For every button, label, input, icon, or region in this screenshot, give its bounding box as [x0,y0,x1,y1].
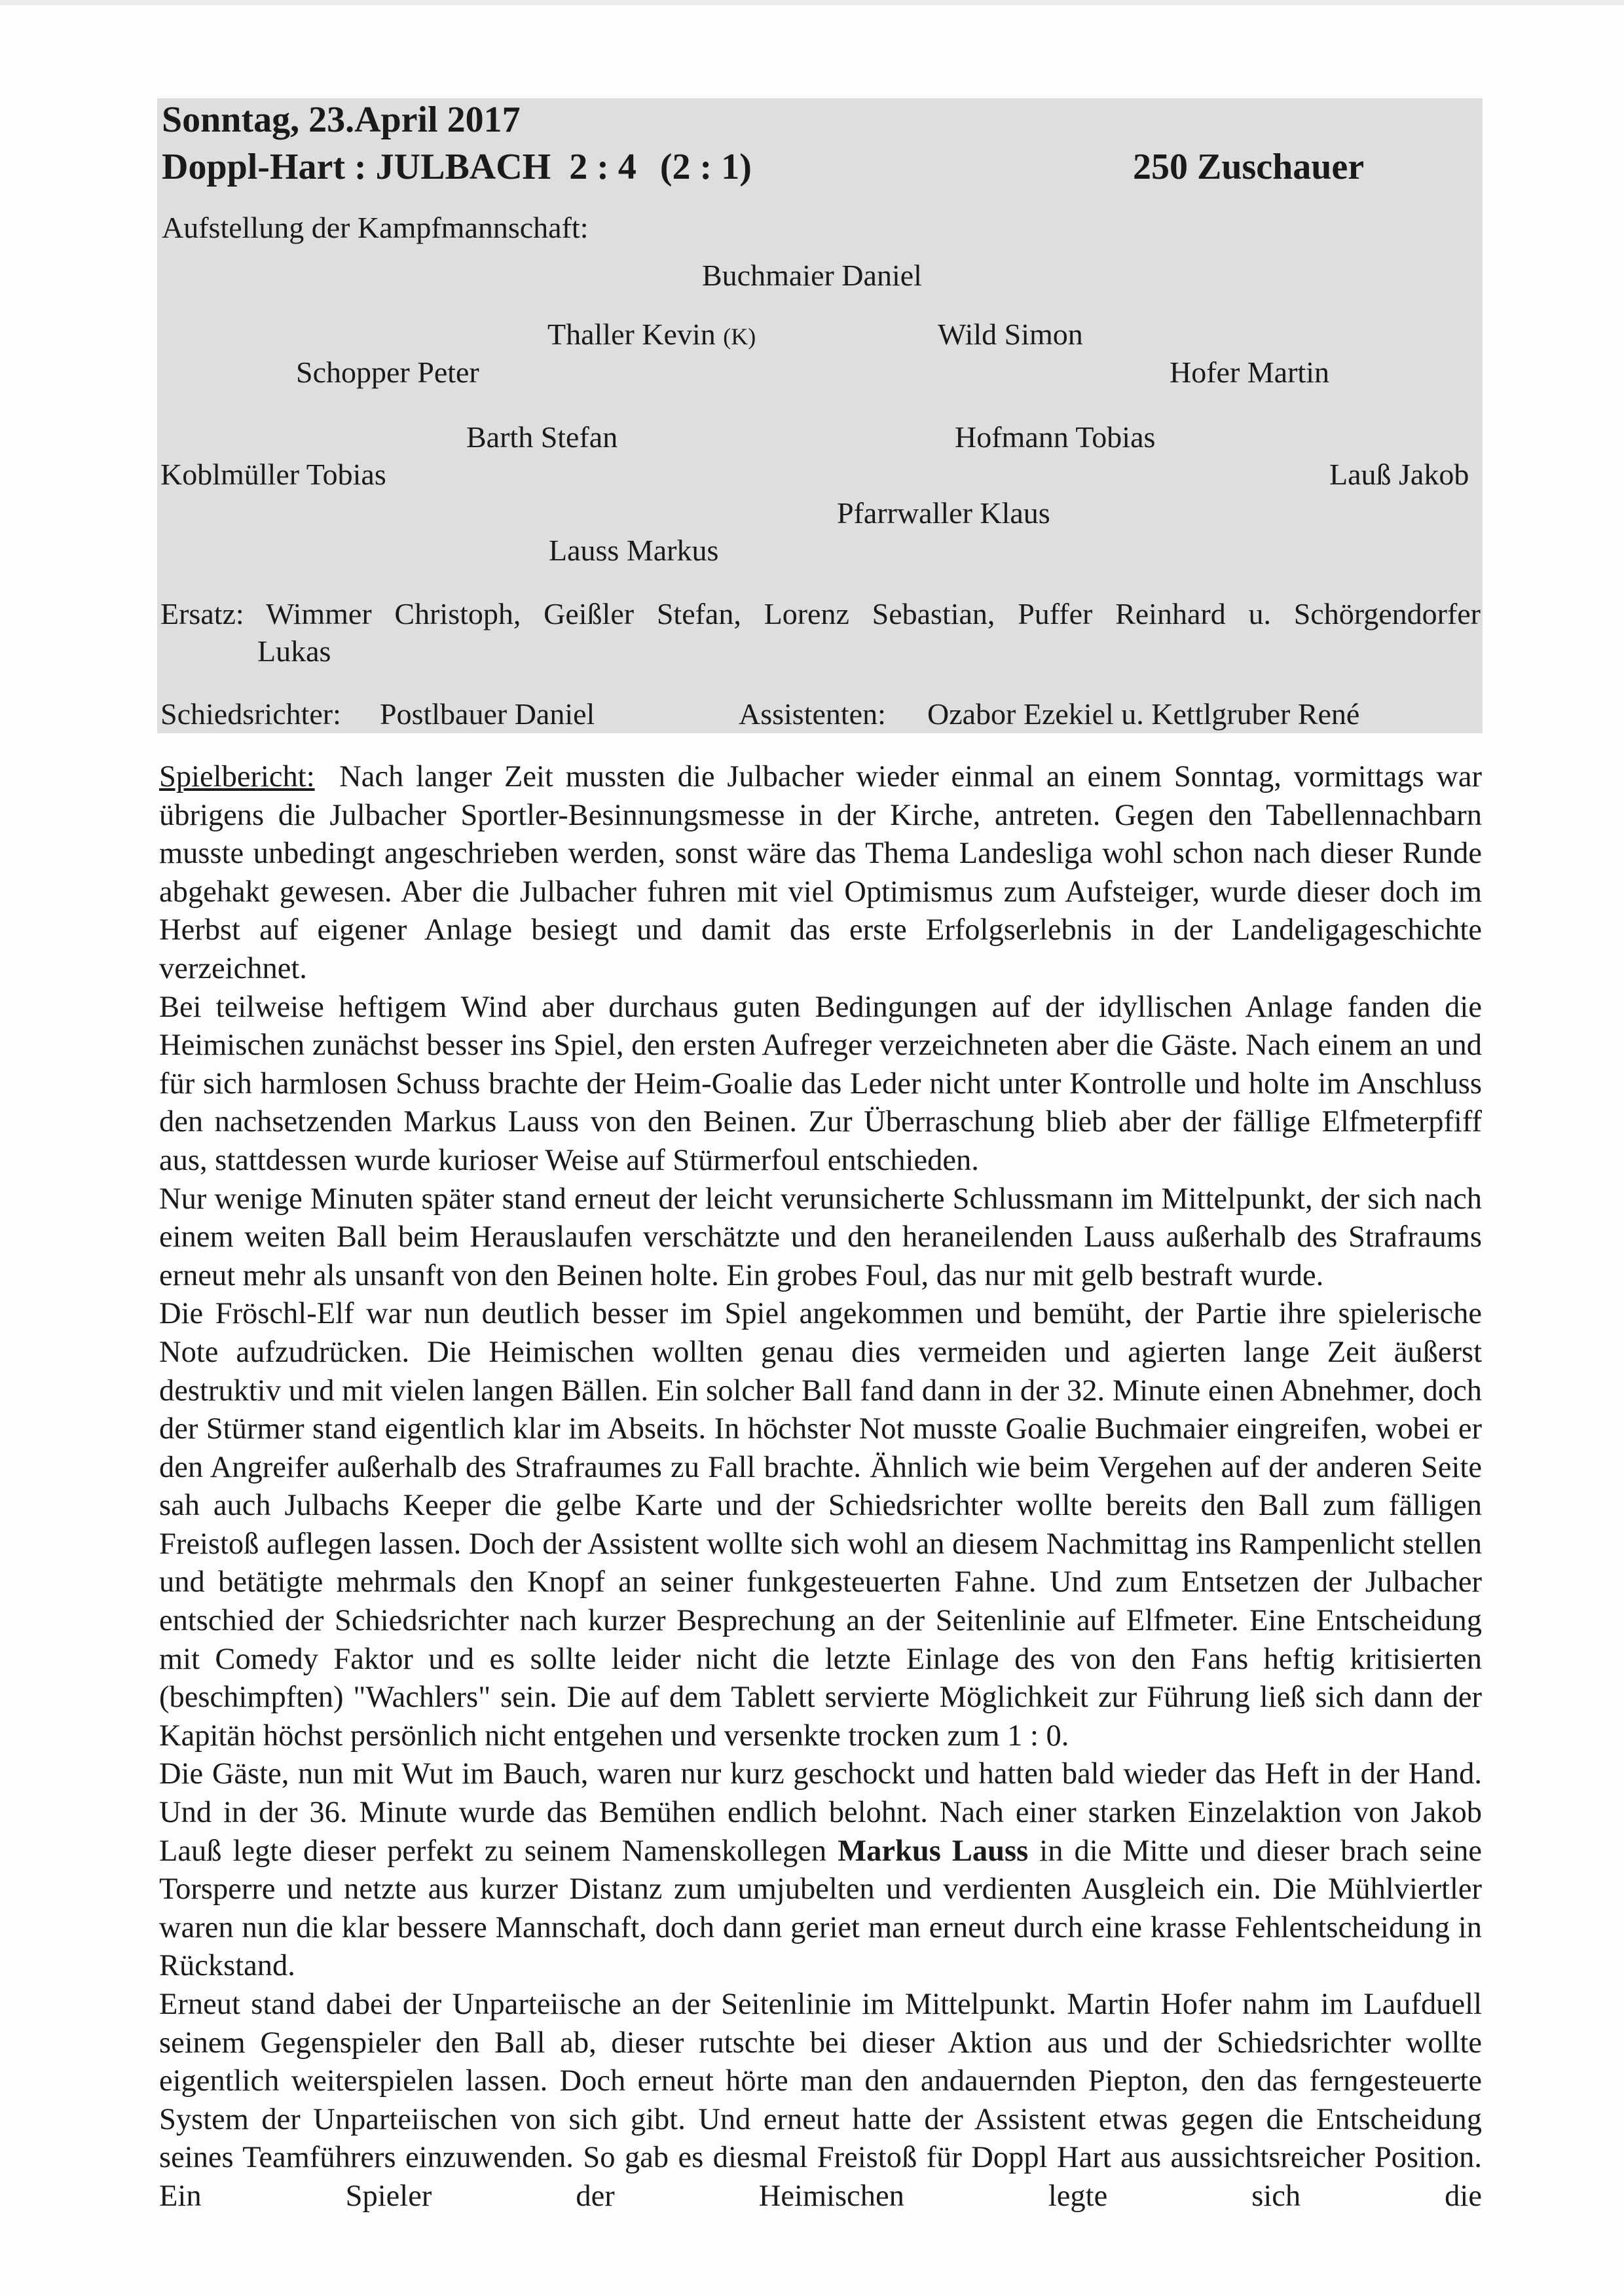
player-left-back: Schopper Peter [296,355,479,389]
player-right-back: Hofer Martin [1170,355,1329,389]
player-right-wing: Lauß Jakob [1329,458,1469,491]
lineup-heading: Aufstellung der Kampfmannschaft: [162,211,589,244]
player-midfielder: Pfarrwaller Klaus [837,496,1050,530]
captain-mark: (K) [723,323,756,350]
player-midfielder: Barth Stefan [466,420,618,454]
assistants-names: Ozabor Ezekiel u. Kettlgruber René [927,697,1360,731]
match-teams: Doppl-Hart : JULBACH [162,147,551,187]
report-paragraph: Die Fröschl-Elf war nun deutlich besser im Spiel angekommen und bemüht, der Partie ihre spielerische Note aufzudrücken. Die Heimischen wollten genau dies vermeiden und agierten lange Zeit äußerst destruktiv und mit vielen langen Bällen. Ein solcher Ball fand dann in der 32. Minute einen Abnehmer, doch der Stürmer stand eigentlich klar im Abseits. In höchster Not musste Goalie Buchmaier eingreifen, wobei er den Angreifer außerhalb des Strafraumes zu Fall brachte. Ähnlich wie beim Vergehen auf der anderen Seite sah auch Julbachs Keeper die gelbe Karte und der Schiedsrichter wollte bereits den Ball zum fälligen Freistoß auflegen lassen. Doch der Assistent wollte sich wohl an diesem Nachmittag ins Rampenlicht stellen und betätigte mehrmals den Knopf an seiner funkgesteuerten Fahne. Und zum Entsetzen der Julbacher entschied der Schiedsrichter nach kurzer Besprechung an der Seitenlinie auf Elfmeter. Eine Entscheidung mit Comedy Faktor und es sollte leider nicht die letzte Einlage des von den Fans heftig kritisierten (beschimpften) "Wachlers" sein. Die auf dem Tablett servierte Möglichkeit zur Führung ließ sich dann der Kapitän höchst persönlich nicht entgehen und versenkte trocken zum 1 : 0. [159,1297,1482,1753]
player-striker: Lauss Markus [549,534,719,567]
report-paragraph [159,1755,1482,1986]
player-defender-captain [547,316,756,352]
assistants-label: Assistenten: [739,697,886,731]
subs-list-continued: Lukas [257,634,331,668]
match-score: 2 : 4 [569,147,637,187]
player-name: Thaller Kevin [547,318,716,351]
report-paragraph [159,758,1482,989]
subs-label: Ersatz: [160,597,244,630]
player-defender: Wild Simon [938,318,1083,351]
spectator-count: 250 Zuschauer [1133,147,1365,187]
match-info-box [157,98,1483,733]
match-date: Sonntag, 23.April 2017 [162,100,521,140]
report-paragraph: Bei teilweise heftigem Wind aber durchaus guten Bedingungen auf der idyllischen Anlage fanden die Heimischen zunächst besser ins Spiel, den ersten Aufreger verzeichneten aber die Gäste. Nach einem an und für sich harmlosen Schuss brachte der Heim-Goalie das Leder nicht unter Kontrolle und holte im Anschluss den nachsetzenden Markus Lauss von den Beinen. Zur Überraschung blieb aber der fällige Elfmeterpfiff aus, stattdessen wurde kurioser Weise auf Stürmerfoul entschieden. [159,990,1482,1177]
report-paragraph: Nur wenige Minuten später stand erneut der leicht verunsicherte Schlussmann im Mittelpunkt, der sich nach einem weiten Ball beim Herauslaufen verschätzte und den heraneilenden Lauss außerhalb des Strafraums erneut mehr als unsanft von den Beinen holte. Ein grobes Foul, das nur mit gelb bestraft wurde. [159,1182,1482,1292]
match-report [159,758,1482,2216]
referee-name: Postlbauer Daniel [380,697,595,731]
scorer-name: Markus Lauss [838,1834,1029,1868]
report-text: Nach langer Zeit mussten die Julbacher wieder einmal an einem Sonntag, vormittags war übrigens die Julbacher Sportler-Besinnungsmesse in der Kirche, antreten. Gegen den Tabellennachbarn musste unbedingt angeschrieben werden, sonst wäre das Thema Landesliga wohl schon nach dieser Runde abgehakt gewesen. Aber die Julbacher fuhren mit viel Optimismus zum Aufsteiger, wurde dieser doch im Herbst auf eigener Anlage besiegt und damit das erste Erfolgserlebnis in der Landeligageschichte verzeichnet. [159,760,1483,985]
player-midfielder: Hofmann Tobias [955,420,1156,454]
report-text: in die Mitte und dieser brach seine Torsperre und netzte aus kurzer Distanz zum umjubelten und verdienten Ausgleich ein. Die Mühlviertler waren nun die klar bessere Mannschaft, doch dann geriet man erneut durch eine krasse Fehlentscheidung in Rückstand. [159,1834,1483,1983]
player-left-wing: Koblmüller Tobias [160,458,386,491]
match-title [162,145,752,189]
report-paragraph: Erneut stand dabei der Unparteiische an der Seitenlinie im Mittelpunkt. Martin Hofer nahm im Laufduell seinem Gegenspieler den Ball ab, dieser rutschte bei dieser Aktion aus und der Schiedsrichter wollte eigentlich weiterspielen lassen. Doch erneut hörte man den andauernden Piepton, den das ferngesteuerte System der Unparteiischen von sich gibt. Und erneut hatte der Assistent etwas gegen die Entscheidung seines Teamführers einzuwenden. So gab es diesmal Freistoß für Doppl Hart aus aussichtsreicher Position. Ein Spieler der Heimischen legte sich die [159,1988,1482,2213]
player-goalkeeper: Buchmaier Daniel [702,259,922,292]
referee-label: Schiedsrichter: [160,697,341,731]
report-heading: Spielbericht: [159,760,315,793]
subs-list: Wimmer Christoph, Geißler Stefan, Lorenz Sebastian, Puffer Reinhard u. Schörgendorfer [266,597,1481,630]
report-text: Die Gäste, nun mit Wut im Bauch, waren nur kurz geschockt und hatten bald wieder das Heft in der Hand. Und in der 36. Minute wurde das Bemühen endlich belohnt. Nach einer starken Einzelaktion von Jakob Lauß legte dieser perfekt zu seinem Namenskollegen [159,1757,1482,1868]
halftime-score: (2 : 1) [659,147,752,187]
